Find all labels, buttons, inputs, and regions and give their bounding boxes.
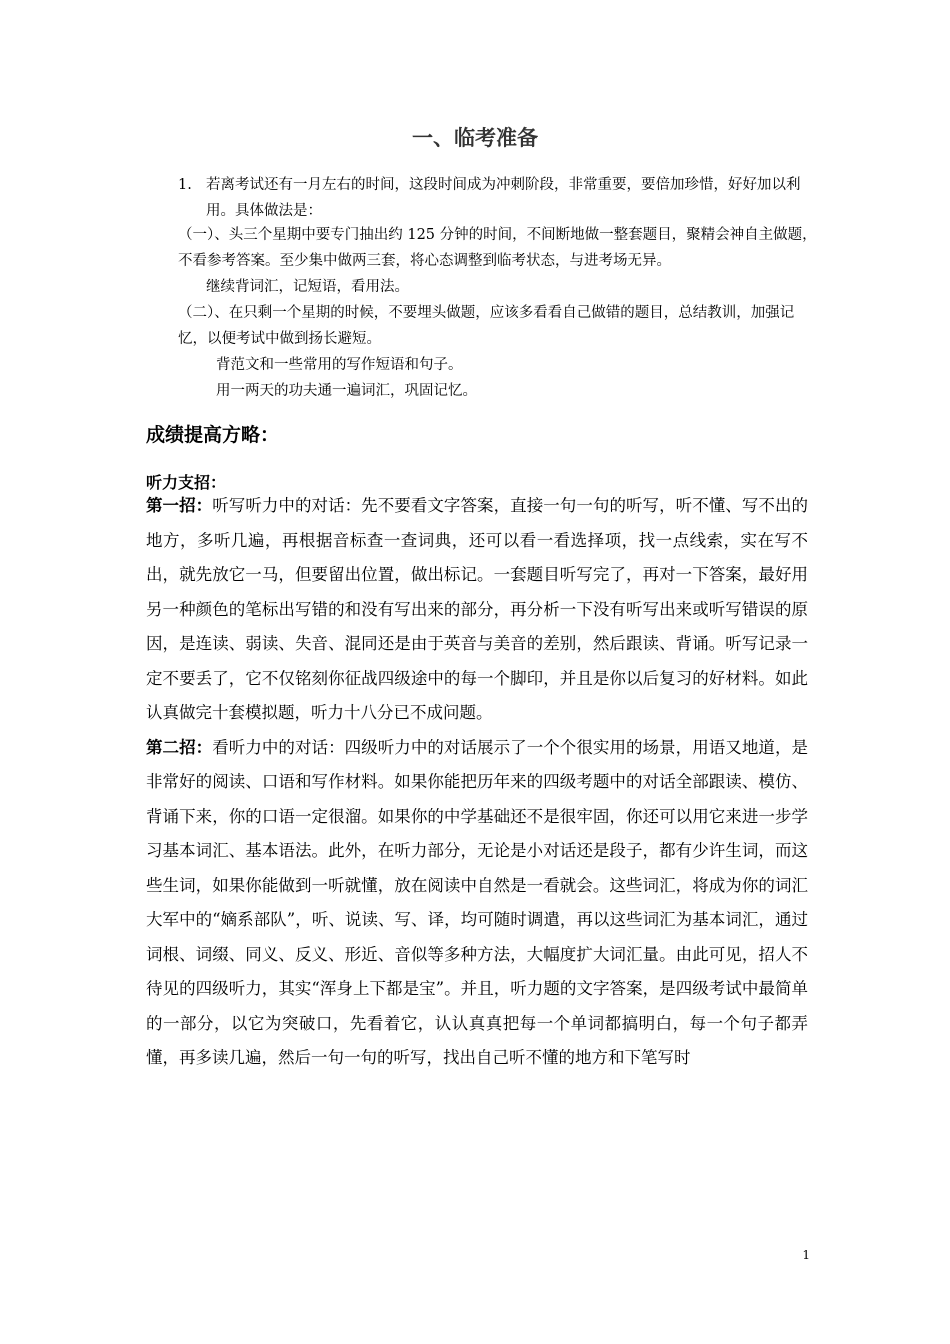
item-number: 1.: [178, 177, 192, 193]
sub-item-1-extra: 继续背词汇，记短语，看用法。: [206, 279, 409, 295]
sub-item-1-text: （一）、头三个星期中要专门抽出约 125 分钟的时间，不间断地做一整套题目，聚精会神自主做题，不看参考答案。至少集中做两三套，将心态调整到临考状态，与进考场无异。: [178, 227, 817, 269]
paragraph-1: [146, 489, 808, 731]
page-title: 一、临考准备: [412, 126, 538, 150]
body-text: [146, 489, 808, 1076]
sub-item-2-extra-1: 背范文和一些常用的写作短语和句子。: [216, 357, 463, 373]
numbered-item-1: [178, 172, 818, 224]
paragraph-1-lead: 第一招：: [146, 496, 213, 515]
sub-item-2-text: （二）、在只剩一个星期的时候，不要埋头做题，应该多看看自己做错的题目，总结教训，加强记忆，以便考试中做到扬长避短。: [178, 305, 795, 347]
sub-heading: 听力支招：: [146, 473, 227, 492]
section-heading: 成绩提高方略：: [146, 424, 280, 446]
paragraph-1-text: 听写听力中的对话：先不要看文字答案，直接一句一句的听写，听不懂、写不出的地方，多听几遍，再根据音标查一查词典，还可以看一看选择项，找一点线索，实在写不出，就先放它一马，但要留出位置，做出标记。一套题目听写完了，再对一下答案，最好用另一种颜色的笔标出写错的和没有写出来的部分，再分析一下没有听写出来或听写错误的原因，是连读、弱读、失音、混同还是由于英音与美音的差别，然后跟读、背诵。听写记录一定不要丢了，它不仅铭刻你征战四级途中的每一个脚印，并且是你以后复习的好材料。如此认真做完十套模拟题，听力十八分已不成问题。: [146, 496, 809, 722]
sub-item-2-extra-2: 用一两天的功夫通一遍词汇，巩固记忆。: [216, 383, 477, 399]
paragraph-2-text: 看听力中的对话：四级听力中的对话展示了一个个很实用的场景，用语又地道，是非常好的阅读、口语和写作材料。如果你能把历年来的四级考题中的对话全部跟读、模仿、背诵下来，你的口语一定很溜。如果你的中学基础还不是很牢固，你还可以用它来进一步学习基本词汇、基本语法。此外，在听力部分，无论是小对话还是段子，都有少许生词，而这些生词，如果你能做到一听就懂，放在阅读中自然是一看就会。这些词汇，将成为你的词汇大军中的“嫡系部队”，听、说读、写、译，均可随时调遣，再以这些词汇为基本词汇，通过词根、词缀、同义、反义、形近、音似等多种方法，大幅度扩大词汇量。由此可见，招人不待见的四级听力，其实“浑身上下都是宝”。并且，听力题的文字答案，是四级考试中最简单的一部分，以它为突破口，先看着它，认认真真把每一个单词都搞明白，每一个句子都弄懂，再多读几遍，然后一句一句的听写，找出自己听不懂的地方和下笔写时: [146, 737, 809, 1067]
paragraph-2: [146, 731, 808, 1076]
paragraph-2-lead: 第二招：: [146, 737, 213, 757]
item-text: 若离考试还有一月左右的时间，这段时间成为冲刺阶段，非常重要，要倍加珍惜，好好加以利用。具体做法是：: [206, 177, 801, 219]
page-number: 1: [802, 1248, 810, 1262]
sub-items: [178, 222, 818, 404]
